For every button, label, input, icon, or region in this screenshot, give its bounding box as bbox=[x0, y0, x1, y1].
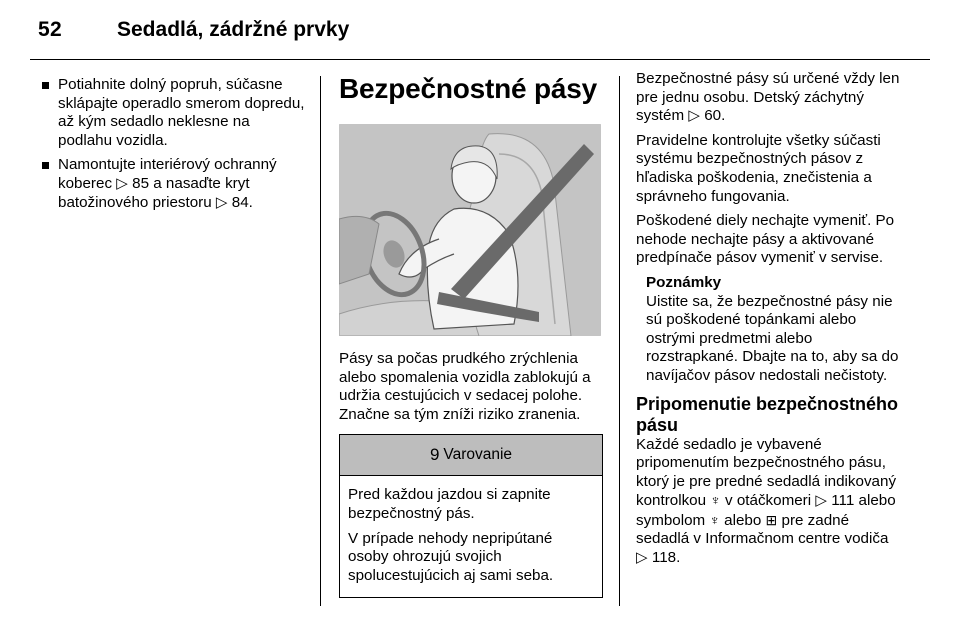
section-title: Bezpečnostné pásy bbox=[339, 73, 598, 104]
page-header bbox=[0, 0, 960, 60]
reminder-text: Každé sedadlo je vybavené pripomenutím bezpečnostného pásu, ktorý je pre predné sedadlá indikovaný kontrolkou bbox=[636, 435, 897, 510]
seatbelt-icon: ♆ bbox=[709, 511, 720, 528]
right-column bbox=[636, 70, 904, 568]
note-box bbox=[636, 274, 904, 386]
column-divider-2 bbox=[619, 76, 620, 606]
middle-column bbox=[339, 70, 603, 598]
warning-box bbox=[339, 434, 603, 598]
reminder-text: v otáčkomeri ▷ 111 alebo symbolom bbox=[636, 492, 896, 529]
reminder-paragraph bbox=[636, 436, 904, 568]
seatbelt-icon: ♆ bbox=[710, 492, 721, 509]
warning-body bbox=[340, 476, 602, 597]
warning-paragraph: V prípade nehody nepripútané osoby ohrozujú svojich spolucestujúcich aj sami seba. bbox=[348, 529, 554, 584]
left-column bbox=[40, 70, 305, 218]
seatbelt-illustration-icon bbox=[339, 124, 601, 336]
warning-paragraph: Pred každou jazdou si zapnite bezpečnostný pás. bbox=[348, 486, 551, 522]
warning-title: Varovanie bbox=[443, 446, 513, 464]
intro-paragraph: Pásy sa počas prudkého zrýchlenia alebo spomalenia vozidla zablokujú a udržia cestujúcich v sedacej polohe. Značne sa tým zníži riziko zranenia. bbox=[339, 350, 591, 423]
paragraph: Poškodené diely nechajte vymeniť. Po nehode nechajte pásy a aktivované predpínače pásov vymeniť v servise. bbox=[636, 212, 895, 267]
subsection-title: Pripomenutie bezpečnostného pásu bbox=[636, 393, 899, 435]
chapter-title: Sedadlá, zádržné prvky bbox=[117, 18, 350, 41]
page-number: 52 bbox=[38, 18, 62, 41]
note-title: Poznámky bbox=[646, 273, 722, 291]
list-item: Potiahnite dolný popruh, súčasne sklápajte operadlo smerom dopredu, až kým sedadlo neklesne na podlahu vozidla. bbox=[40, 76, 305, 150]
header-divider bbox=[30, 59, 930, 60]
warning-header bbox=[340, 435, 602, 476]
column-divider-1 bbox=[320, 76, 321, 606]
note-text: Uistite sa, že bezpečnostné pásy nie sú poškodené topánkami alebo ostrými predmetmi alebo rozstrapkané. Dbajte na to, aby sa do navíjačov pásov nedostali nečistoty. bbox=[646, 292, 899, 384]
rear-seat-icon: ⊞ bbox=[765, 511, 778, 528]
reminder-text: pre zadné sedadlá v Informačnom centre vodiča ▷ 118. bbox=[636, 511, 889, 567]
paragraph: Pravidelne kontrolujte všetky súčasti systému bezpečnostných pásov z hľadiska poškodenia, znečistenia a správneho fungovania. bbox=[636, 131, 881, 205]
list-item: Namontujte interiérový ochranný koberec ▷ 85 a nasaďte kryt batožinového priestoru ▷ 84. bbox=[40, 156, 305, 212]
paragraph: Bezpečnostné pásy sú určené vždy len pre jednu osobu. Detský záchytný systém ▷ 60. bbox=[636, 70, 900, 125]
reminder-text: alebo bbox=[719, 511, 766, 529]
warning-icon: 9 bbox=[429, 445, 440, 465]
instruction-list bbox=[40, 76, 305, 212]
